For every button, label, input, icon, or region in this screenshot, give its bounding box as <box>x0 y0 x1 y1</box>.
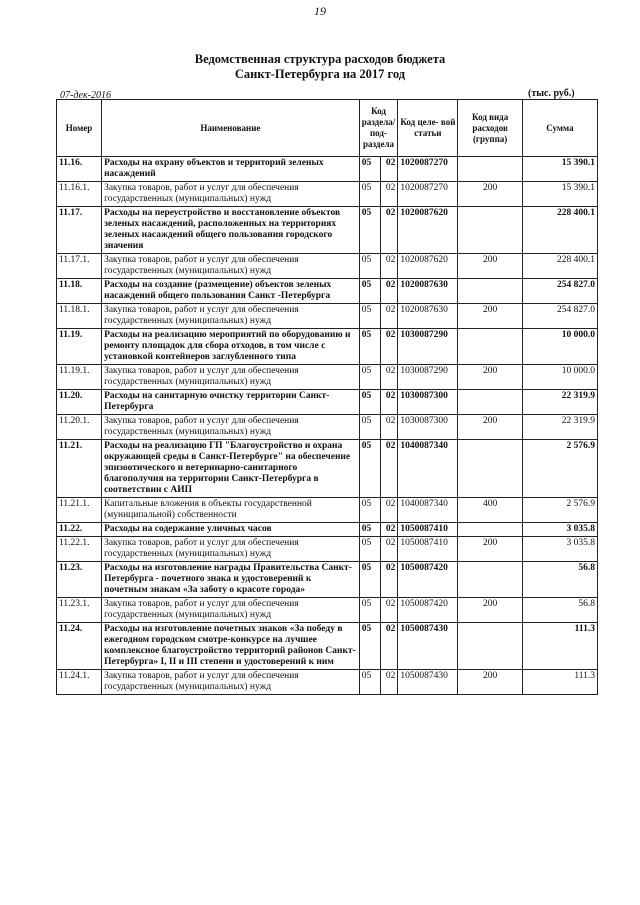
row-group: 200 <box>458 182 522 207</box>
row-sum: 254 827.0 <box>522 279 597 304</box>
row-article: 1020087270 <box>398 157 458 182</box>
row-group: 400 <box>458 498 522 523</box>
row-group <box>458 390 522 415</box>
row-section: 05 <box>359 329 380 365</box>
row-group <box>458 279 522 304</box>
row-article: 1040087340 <box>398 498 458 523</box>
row-section: 05 <box>359 182 380 207</box>
row-article: 1030087290 <box>398 329 458 365</box>
row-article: 1030087300 <box>398 390 458 415</box>
row-group <box>458 329 522 365</box>
row-number: 11.19.1. <box>57 365 102 390</box>
table-row <box>57 498 598 523</box>
row-group <box>458 562 522 598</box>
table-row <box>57 254 598 279</box>
row-section: 05 <box>359 254 380 279</box>
row-section: 05 <box>359 523 380 537</box>
table-row <box>57 598 598 623</box>
row-group: 200 <box>458 598 522 623</box>
row-name: Расходы на санитарную очистку территории Санкт-Петербурга <box>102 390 360 415</box>
row-name: Закупка товаров, работ и услуг для обеспечения государственных (муниципальных) нужд <box>102 182 360 207</box>
row-section: 05 <box>359 498 380 523</box>
row-article: 1020087630 <box>398 279 458 304</box>
table-header-row <box>57 100 598 157</box>
row-number: 11.18. <box>57 279 102 304</box>
row-subsection: 02 <box>381 440 398 498</box>
row-sum: 228 400.1 <box>522 207 597 254</box>
row-subsection: 02 <box>381 157 398 182</box>
row-sum: 15 390.1 <box>522 182 597 207</box>
header-section: Код раздела/ под- раздела <box>359 100 398 157</box>
row-section: 05 <box>359 415 380 440</box>
row-sum: 10 000.0 <box>522 329 597 365</box>
row-name: Закупка товаров, работ и услуг для обеспечения государственных (муниципальных) нужд <box>102 365 360 390</box>
header-num: Номер <box>57 100 102 157</box>
row-name: Расходы на охрану объектов и территорий зеленых насаждений <box>102 157 360 182</box>
table-row <box>57 304 598 329</box>
row-section: 05 <box>359 670 380 695</box>
row-name: Расходы на изготовление почетных знаков «За победу в ежегодном городском смотре-конкурсе на лучшее комплексное благоустройство территорий районов Санкт-Петербурга» I, II и III степени и удостоверений к ним <box>102 623 360 670</box>
row-group <box>458 523 522 537</box>
row-name: Закупка товаров, работ и услуг для обеспечения государственных (муниципальных) нужд <box>102 415 360 440</box>
header-sum: Сумма <box>522 100 597 157</box>
row-number: 11.22. <box>57 523 102 537</box>
row-section: 05 <box>359 365 380 390</box>
row-sum: 111.3 <box>522 670 597 695</box>
title-line-1: Ведомственная структура расходов бюджета <box>194 52 446 66</box>
row-number: 11.24.1. <box>57 670 102 695</box>
row-sum: 254 827.0 <box>522 304 597 329</box>
header-name: Наименование <box>102 100 360 157</box>
row-section: 05 <box>359 279 380 304</box>
table-row <box>57 279 598 304</box>
row-number: 11.23. <box>57 562 102 598</box>
row-name: Расходы на реализацию мероприятий по оборудованию и ремонту площадок для сбора отходов, в том числе с установкой контейнеров заглубленного типа <box>102 329 360 365</box>
table-row <box>57 440 598 498</box>
row-name: Расходы на создание (размещение) объектов зеленых насаждений общего пользования Санкт -Петербурга <box>102 279 360 304</box>
header-group: Код вида расходов (группа) <box>458 100 522 157</box>
units-label: (тыс. руб.) <box>528 88 575 99</box>
table-row <box>57 365 598 390</box>
table-row <box>57 207 598 254</box>
row-article: 1050087410 <box>398 537 458 562</box>
row-section: 05 <box>359 537 380 562</box>
row-group <box>458 623 522 670</box>
table-row <box>57 537 598 562</box>
row-section: 05 <box>359 157 380 182</box>
table-row <box>57 329 598 365</box>
row-subsection: 02 <box>381 390 398 415</box>
row-section: 05 <box>359 304 380 329</box>
table-row <box>57 523 598 537</box>
row-name: Закупка товаров, работ и услуг для обеспечения государственных (муниципальных) нужд <box>102 537 360 562</box>
row-name: Закупка товаров, работ и услуг для обеспечения государственных (муниципальных) нужд <box>102 254 360 279</box>
row-sum: 3 035.8 <box>522 523 597 537</box>
row-article: 1050087430 <box>398 623 458 670</box>
budget-table <box>56 99 598 695</box>
row-number: 11.21. <box>57 440 102 498</box>
row-group: 200 <box>458 415 522 440</box>
row-number: 11.23.1. <box>57 598 102 623</box>
row-article: 1050087420 <box>398 562 458 598</box>
row-subsection: 02 <box>381 329 398 365</box>
row-number: 11.17.1. <box>57 254 102 279</box>
row-group: 200 <box>458 537 522 562</box>
row-subsection: 02 <box>381 598 398 623</box>
row-group <box>458 207 522 254</box>
row-sum: 228 400.1 <box>522 254 597 279</box>
row-group <box>458 440 522 498</box>
row-sum: 111.3 <box>522 623 597 670</box>
document-title <box>0 52 640 82</box>
row-section: 05 <box>359 623 380 670</box>
row-section: 05 <box>359 390 380 415</box>
row-name: Закупка товаров, работ и услуг для обеспечения государственных (муниципальных) нужд <box>102 304 360 329</box>
row-group <box>458 157 522 182</box>
row-sum: 22 319.9 <box>522 390 597 415</box>
row-sum: 56.8 <box>522 562 597 598</box>
row-article: 1040087340 <box>398 440 458 498</box>
table-row <box>57 157 598 182</box>
document-date: 07-дек-2016 <box>60 90 111 101</box>
row-article: 1050087420 <box>398 598 458 623</box>
row-section: 05 <box>359 598 380 623</box>
table-row <box>57 182 598 207</box>
row-number: 11.17. <box>57 207 102 254</box>
row-number: 11.16.1. <box>57 182 102 207</box>
row-article: 1030087300 <box>398 415 458 440</box>
row-sum: 2 576.9 <box>522 498 597 523</box>
row-article: 1020087620 <box>398 207 458 254</box>
row-sum: 15 390.1 <box>522 157 597 182</box>
row-subsection: 02 <box>381 254 398 279</box>
row-subsection: 02 <box>381 523 398 537</box>
row-name: Расходы на содержание уличных часов <box>102 523 360 537</box>
row-group: 200 <box>458 670 522 695</box>
row-subsection: 02 <box>381 415 398 440</box>
row-subsection: 02 <box>381 182 398 207</box>
row-article: 1020087270 <box>398 182 458 207</box>
title-line-2: Санкт-Петербурга на 2017 год <box>234 67 406 81</box>
row-number: 11.22.1. <box>57 537 102 562</box>
row-number: 11.16. <box>57 157 102 182</box>
row-group: 200 <box>458 254 522 279</box>
row-sum: 3 035.8 <box>522 537 597 562</box>
row-group: 200 <box>458 365 522 390</box>
row-section: 05 <box>359 440 380 498</box>
table-row <box>57 390 598 415</box>
page-number: 19 <box>314 4 326 18</box>
row-number: 11.19. <box>57 329 102 365</box>
row-section: 05 <box>359 562 380 598</box>
row-number: 11.18.1. <box>57 304 102 329</box>
row-number: 11.20. <box>57 390 102 415</box>
row-sum: 10 000.0 <box>522 365 597 390</box>
row-name: Закупка товаров, работ и услуг для обеспечения государственных (муниципальных) нужд <box>102 598 360 623</box>
row-sum: 22 319.9 <box>522 415 597 440</box>
row-subsection: 02 <box>381 623 398 670</box>
row-subsection: 02 <box>381 562 398 598</box>
row-subsection: 02 <box>381 365 398 390</box>
row-subsection: 02 <box>381 498 398 523</box>
table-row <box>57 562 598 598</box>
row-number: 11.24. <box>57 623 102 670</box>
row-section: 05 <box>359 207 380 254</box>
row-sum: 2 576.9 <box>522 440 597 498</box>
row-subsection: 02 <box>381 304 398 329</box>
table-row <box>57 623 598 670</box>
row-article: 1030087290 <box>398 365 458 390</box>
row-name: Капитальные вложения в объекты государственной (муниципальной) собственности <box>102 498 360 523</box>
row-number: 11.21.1. <box>57 498 102 523</box>
row-name: Расходы на реализацию ГП "Благоустройство и охрана окружающей среды в Санкт-Петербурге" на обеспечение эпизоотического и ветеринарно-санитарного благополучия на территории Санкт-Петербурга в соответствии с АИП <box>102 440 360 498</box>
row-group: 200 <box>458 304 522 329</box>
table-row <box>57 415 598 440</box>
row-article: 1050087430 <box>398 670 458 695</box>
row-name: Расходы на переустройство и восстановление объектов зеленых насаждений, расположенных на территориях зеленых насаждений общего пользования городского значения <box>102 207 360 254</box>
row-name: Расходы на изготовление награды Правительства Санкт-Петербурга - почетного знака и удостоверений к почетным знакам «За заботу о красоте города» <box>102 562 360 598</box>
row-number: 11.20.1. <box>57 415 102 440</box>
row-subsection: 02 <box>381 279 398 304</box>
row-article: 1020087620 <box>398 254 458 279</box>
header-article: Код целе- вой статьи <box>398 100 458 157</box>
row-name: Закупка товаров, работ и услуг для обеспечения государственных (муниципальных) нужд <box>102 670 360 695</box>
row-article: 1050087410 <box>398 523 458 537</box>
row-subsection: 02 <box>381 207 398 254</box>
row-subsection: 02 <box>381 670 398 695</box>
row-article: 1020087630 <box>398 304 458 329</box>
table-row <box>57 670 598 695</box>
row-sum: 56.8 <box>522 598 597 623</box>
row-subsection: 02 <box>381 537 398 562</box>
